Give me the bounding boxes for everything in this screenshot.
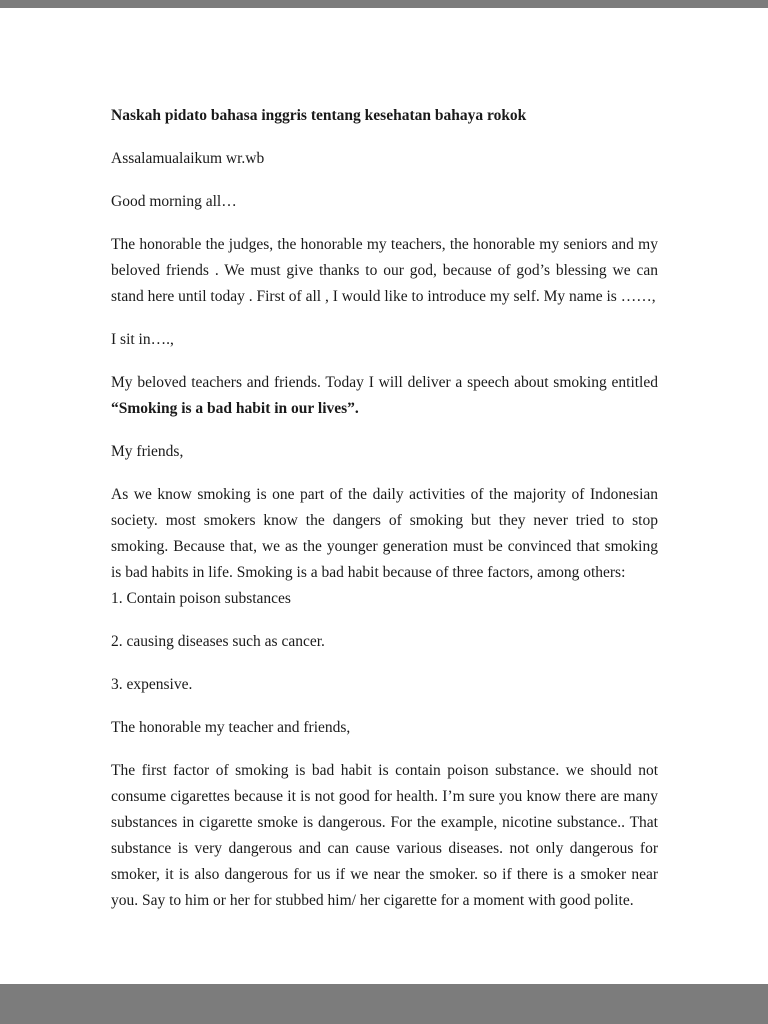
paragraph-salutation: Assalamualaikum wr.wb [111,150,265,167]
paragraph-factor2: 2. causing diseases such as cancer. [111,633,325,650]
paragraph-my-friends: My friends, [111,443,184,460]
paragraph-factors [111,482,658,612]
paragraph-sit-in: I sit in…., [111,331,174,348]
document-content [0,8,768,914]
speech-intro-text: My beloved teachers and friends. Today I will deliver a speech about smoking entitled [111,374,658,391]
document-page [0,8,768,984]
paragraph-first-factor: The first factor of smoking is bad habit is contain poison substance. we should not consume cigarettes because it is not good for health. I’m sure you know there are many substances in cigarette smoke is dangerous. For the example, nicotine substance.. That substance is very dangerous and can cause various diseases. not only dangerous for smoker, it is also dangerous for us if we near the smoker. so if there is a smoker near you. Say to him or her for stubbed him/ her cigarette for a moment with good polite. [111,762,658,909]
paragraph-opening: The honorable the judges, the honorable my teachers, the honorable my seniors and my beloved friends . We must give thanks to our god, because of god’s blessing we can stand here until today . First of all , I would like to introduce my self. My name is ……, [111,236,658,305]
paragraph-speech-intro [111,370,658,422]
paragraph-honorable: The honorable my teacher and friends, [111,719,351,736]
factors-body-text: As we know smoking is one part of the daily activities of the majority of Indonesian society. most smokers know the dangers of smoking but they never tried to stop smoking. Because that, we as the younger generation must be convinced that smoking is bad habits in life. Smoking is a bad habit because of three factors, among others: [111,486,658,581]
factor1-text: 1. Contain poison substances [111,590,291,607]
speech-title-text: “Smoking is a bad habit in our lives”. [111,400,359,417]
paragraph-factor3: 3. expensive. [111,676,193,693]
paragraph-greeting: Good morning all… [111,193,237,210]
document-title: Naskah pidato bahasa inggris tentang kesehatan bahaya rokok [111,107,527,124]
